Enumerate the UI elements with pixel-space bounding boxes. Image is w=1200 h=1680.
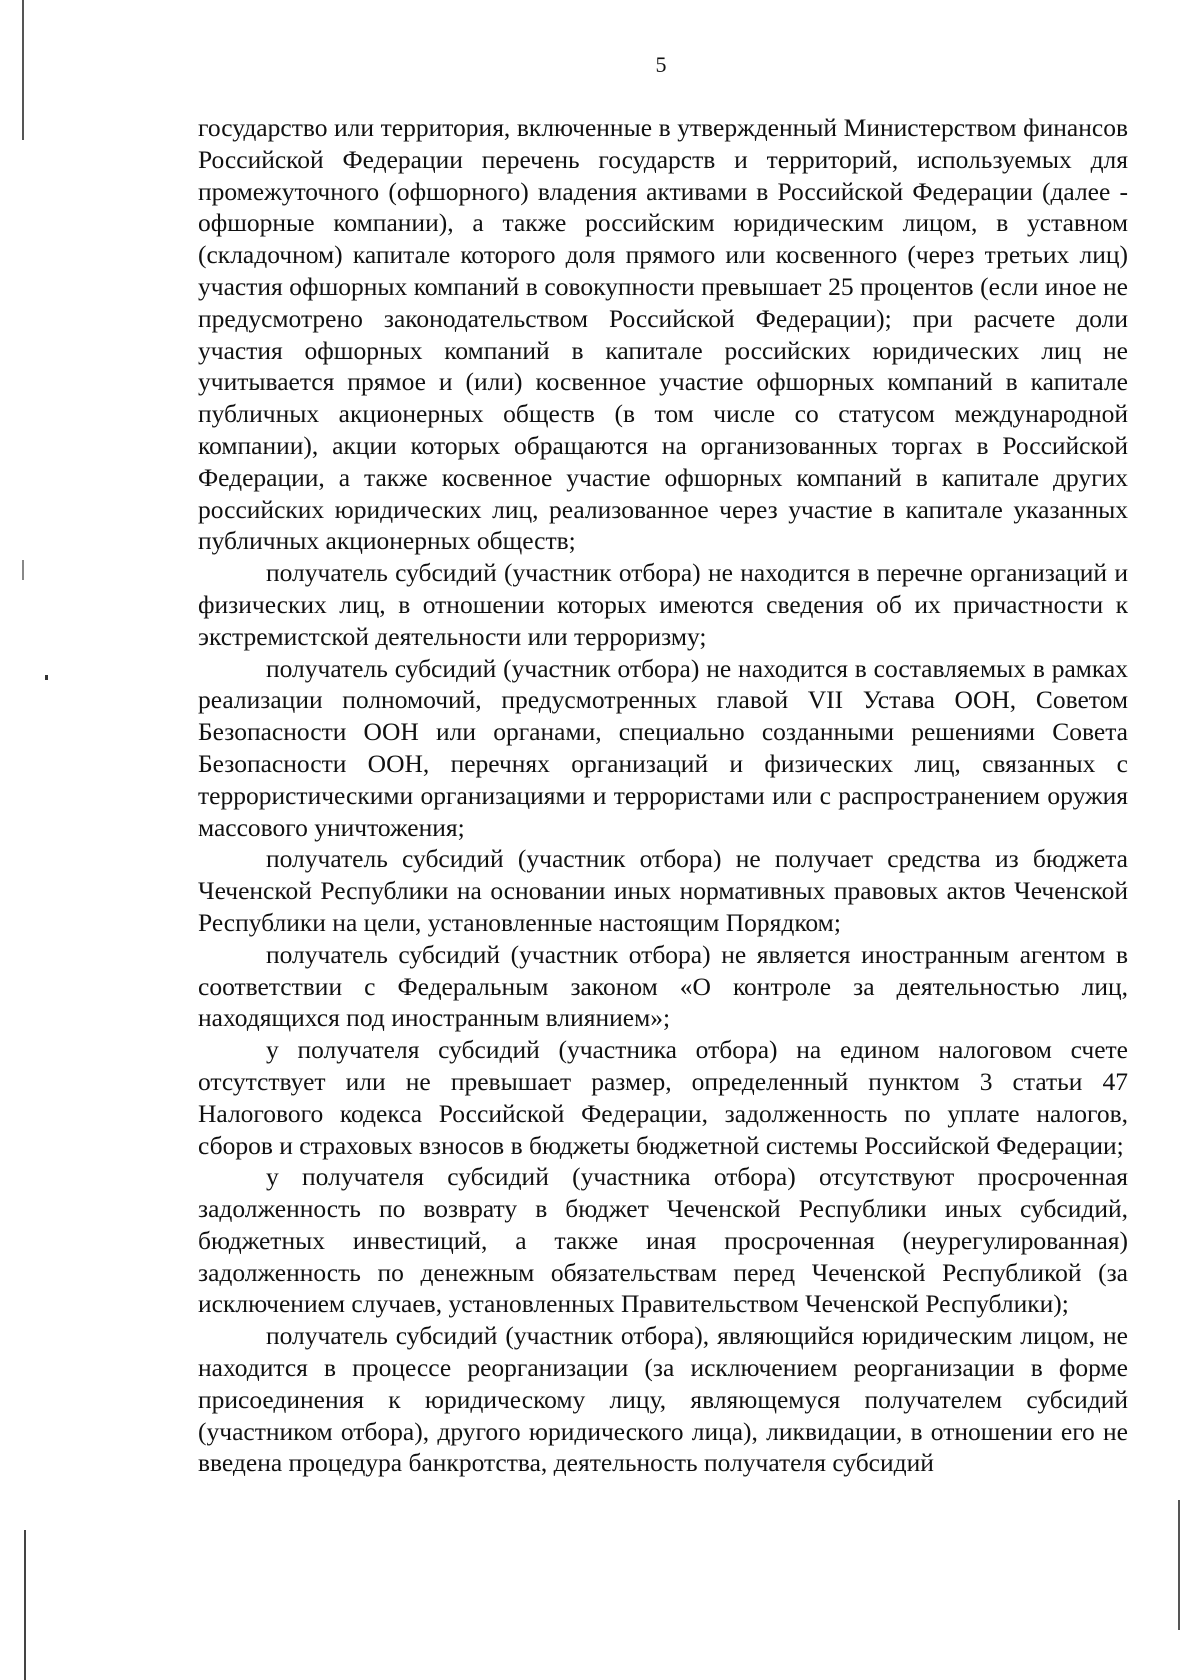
paragraph-4: получатель субсидий (участник отбора) не получает средства из бюджета Чеченской Республики на основании иных нормативных правовых актов Чеченской Республики на цели, установленные настоящим Порядком; [198, 844, 1128, 937]
paragraph-2: получатель субсидий (участник отбора) не находится в перечне организаций и физических лиц, в отношении которых имеются сведения об их причастности к экстремистской деятельности или терроризму; [198, 558, 1128, 651]
document-body [198, 112, 1128, 1479]
scan-edge-right [1178, 1500, 1180, 1630]
paragraph-8: получатель субсидий (участник отбора), являющийся юридическим лицом, не находится в процессе реорганизации (за исключением реорганизации в форме присоединения к юридическому лицу, являющемуся получателем субсидий (участником отбора), другого юридического лица), ликвидации, в отношении его не введена процедура банкротства, деятельность получателя субсидий [198, 1321, 1128, 1478]
paragraph-6: у получателя субсидий (участника отбора) на едином налоговом счете отсутствует или не превышает размер, определенный пунктом 3 статьи 47 Налогового кодекса Российской Федерации, задолженность по уплате налогов, сборов и страховых взносов в бюджеты бюджетной системы Российской Федерации; [198, 1035, 1128, 1160]
scan-edge-left-mark [22, 560, 24, 580]
paragraph-1: государство или территория, включенные в утвержденный Министерством финансов Российской Федерации перечень государств и территорий, используемых для промежуточного (офшорного) владения активами в Российской Федерации (далее - офшорные компании), а также российским юридическим лицом, в уставном (складочном) капитале которого доля прямого или косвенного (через третьих лиц) участия офшорных компаний в совокупности превышает 25 процентов (если иное не предусмотрено законодательством Российской Федерации); при расчете доли участия офшорных компаний в капитале российских юридических лиц не учитывается прямое и (или) косвенное участие офшорных компаний в капитале публичных акционерных обществ (в том числе со статусом международной компании), акции которых обращаются на организованных торгах в Российской Федерации, а также косвенное участие офшорных компаний в капитале других российских юридических лиц, реализованное через участие в капитале указанных публичных акционерных обществ; [198, 113, 1128, 556]
scan-edge-left-bottom [24, 1530, 26, 1680]
scan-speck [45, 675, 48, 680]
paragraph-5: получатель субсидий (участник отбора) не является иностранным агентом в соответствии с Федеральным законом «О контроле за деятельностью лиц, находящихся под иностранным влиянием»; [198, 939, 1128, 1033]
paragraph-7: у получателя субсидий (участника отбора) отсутствуют просроченная задолженность по возврату в бюджет Чеченской Республики иных субсидий, бюджетных инвестиций, а также иная просроченная (неурегулированная) задолженность по денежным обязательствам перед Чеченской Республикой (за исключением случаев, установленных Правительством Чеченской Республики); [198, 1162, 1128, 1319]
paragraph-3: получатель субсидий (участник отбора) не находится в составляемых в рамках реализации полномочий, предусмотренных главой VII Устава ООН, Советом Безопасности ООН или органами, специально созданными решениями Совета Безопасности ООН, перечнях организаций и физических лиц, связанных с террористическими организациями и террористами или с распространением оружия массового уничтожения; [198, 653, 1128, 842]
page-number: 5 [655, 52, 667, 77]
